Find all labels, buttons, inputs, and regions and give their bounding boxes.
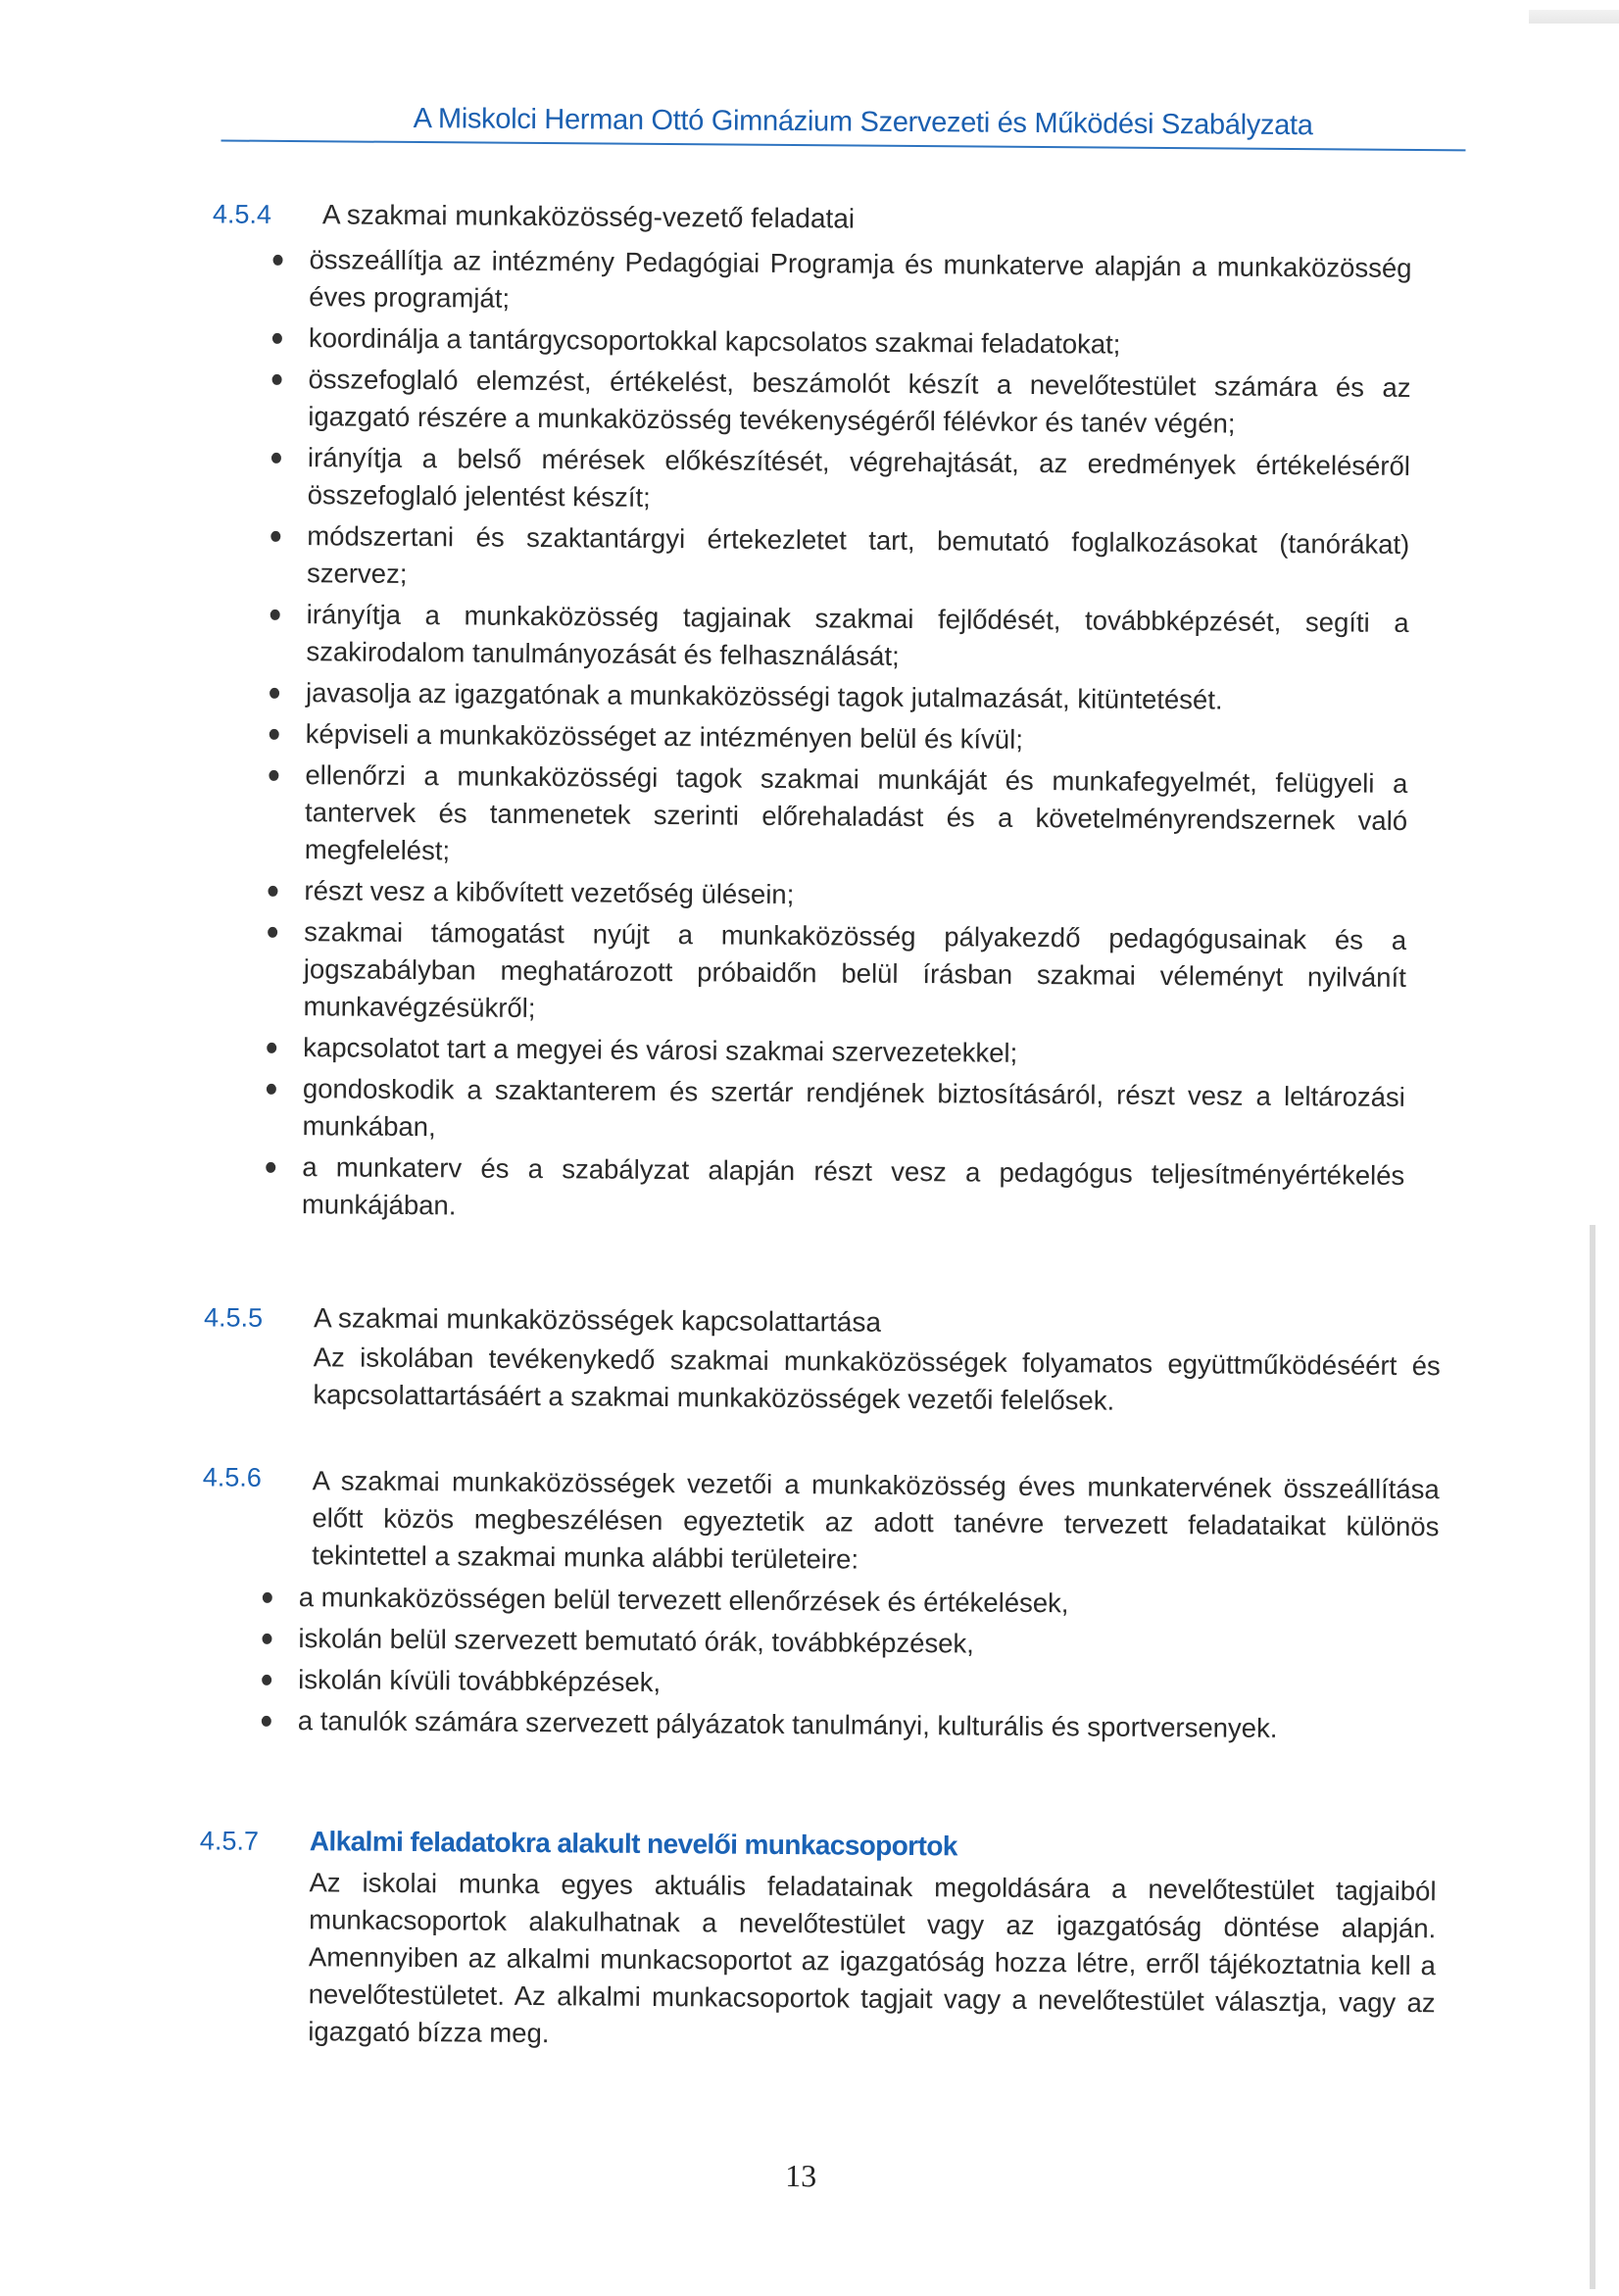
section-4-5-7 [199,1826,1445,2049]
list-item: iskolán kívüli továbbképzések, [254,1661,1400,1707]
list-item: összefoglaló elemzést, értékelést, beszámolót készít a nevelőtestület számára és az igazgató részére a munkaközösség tevékenységéről félévkor és tanév végén; [264,361,1411,444]
list-item: részt vesz a kibővített vezetőség ülésein; [260,872,1406,918]
list-item: javasolja az igazgatónak a munkaközösségi tagok jutalmazását, kitüntetését. [262,674,1408,720]
bullet-icon [270,688,279,699]
section-paragraph: Az iskolai munka egyes aktuális feladatainak megoldására a nevelőtestület tagjaiból munkacsoportok alakulhatnak a nevelőtestület vagy az igazgatóság döntése alapján. Amennyiben az alkalmi munkacsoportot az igazgatóság hozza létre, erről tájékoztatnia kell a nevelőtestületet. Az alkalmi munkacsoportok tagjait vagy a nevelőtestület választja, vagy az igazgató bízza meg. [308,1867,1437,2049]
bullet-icon [272,333,282,344]
list-item: összeállítja az intézmény Pedagógiai Programja és munkaterve alapján a munkaközösség éves programját; [265,241,1412,324]
list-item: irányítja a munkaközösség tagjainak szakmai fejlődését, továbbképzését, segíti a szakirodalom tanulmányozását és felhasználását; [262,596,1409,679]
bullet-icon [267,1043,276,1053]
section-paragraph: A szakmai munkaközösségek vezetői a munkaközösség éves munkatervének összeállítása előtt közös megbeszélésen egyeztetik az adott tanévre tervezett feladataikat különös tekintettel a szakmai munka alábbi területeire: [312,1465,1440,1575]
list-item: iskolán belül szervezett bemutató órák, továbbképzések, [254,1620,1400,1666]
bullet-icon [267,1084,276,1095]
list-item: a munkaterv és a szabályzat alapján részt vesz a pedagógus teljesítményértékelés munkájában. [258,1148,1405,1232]
bullet-icon [262,1634,271,1644]
list-item: ellenőrzi a munkaközösségi tagok szakmai munkáját és munkafegyelmét, felügyeli a tantervek és tanmenetek szerinti előrehaladást és a követelményrendszernek való megfelelést; [261,757,1408,877]
list-item: kapcsolatot tart a megyei és városi szakmai szervezetekkel; [259,1029,1405,1075]
list-item: szakmai támogatást nyújt a munkaközösség pályakezdő pedagógusainak és a jogszabályban meghatározott próbaidőn belül írásban szakmai véleményt nyilvánít munkavégzésükről; [259,913,1406,1034]
bullet-icon [266,1162,275,1173]
page-number: 13 [785,2158,817,2194]
bullet-icon [262,1716,271,1727]
section-title: A szakmai munkaközösségek kapcsolattartása [313,1302,882,1338]
section-4-5-5 [203,1302,1448,1416]
bullet-icon [268,886,277,897]
section-number: 4.5.4 [212,199,272,229]
list-item: képviseli a munkaközösséget az intézményen belül és kívül; [262,715,1408,761]
list-item: gondoskodik a szaktanterem és szertár rendjének biztosításáról, részt vesz a leltározási munkában, [258,1070,1405,1153]
section-title: A szakmai munkaközösség-vezető feladatai [321,199,856,234]
section-number: 4.5.6 [202,1462,262,1492]
bullet-icon [268,927,277,938]
list-item: módszertani és szaktantárgyi értekezletet tart, bemutató foglalkozásokat (tanórákat) szervez; [263,517,1410,601]
section-number: 4.5.5 [203,1302,264,1333]
bullet-icon [272,255,282,266]
bullet-icon [270,610,280,620]
list-item: a munkaközösségen belül tervezett ellenőrzések és értékelések, [255,1579,1401,1625]
section-paragraph: Az iskolában tevékenykedő szakmai munkaközösségek folyamatos együttműködéséért és kapcsolattartásáért a szakmai munkaközösségek vezetői felelősek. [313,1342,1441,1416]
list-item: a tanulók számára szervezett pályázatok tanulmányi, kulturális és sportversenyek. [254,1702,1400,1748]
list-item: koordinálja a tantárgycsoportokkal kapcsolatos szakmai feladatokat; [265,319,1411,366]
header-title: A Miskolci Herman Ottó Gimnázium Szervezeti és Működési Szabályzata [413,102,1313,142]
bullet-icon [263,1592,272,1603]
running-header [221,101,1465,151]
areas-list [254,1579,1401,1752]
bullet-icon [269,770,278,781]
section-4-5-6 [202,1462,1447,1743]
bullet-icon [271,453,281,464]
bullet-icon [272,374,282,385]
section-number: 4.5.7 [199,1826,260,1856]
bullet-icon [262,1675,271,1685]
bullet-icon [270,729,279,740]
list-item: irányítja a belső mérések előkészítését, végrehajtását, az eredmények értékeléséről összefoglaló jelentést készít; [264,439,1411,522]
bullet-icon [270,531,280,542]
section-title: Alkalmi feladatokra alakult nevelői munkacsoportok [309,1826,957,1862]
duties-list [258,241,1412,1236]
section-4-5-4 [212,199,1457,1221]
